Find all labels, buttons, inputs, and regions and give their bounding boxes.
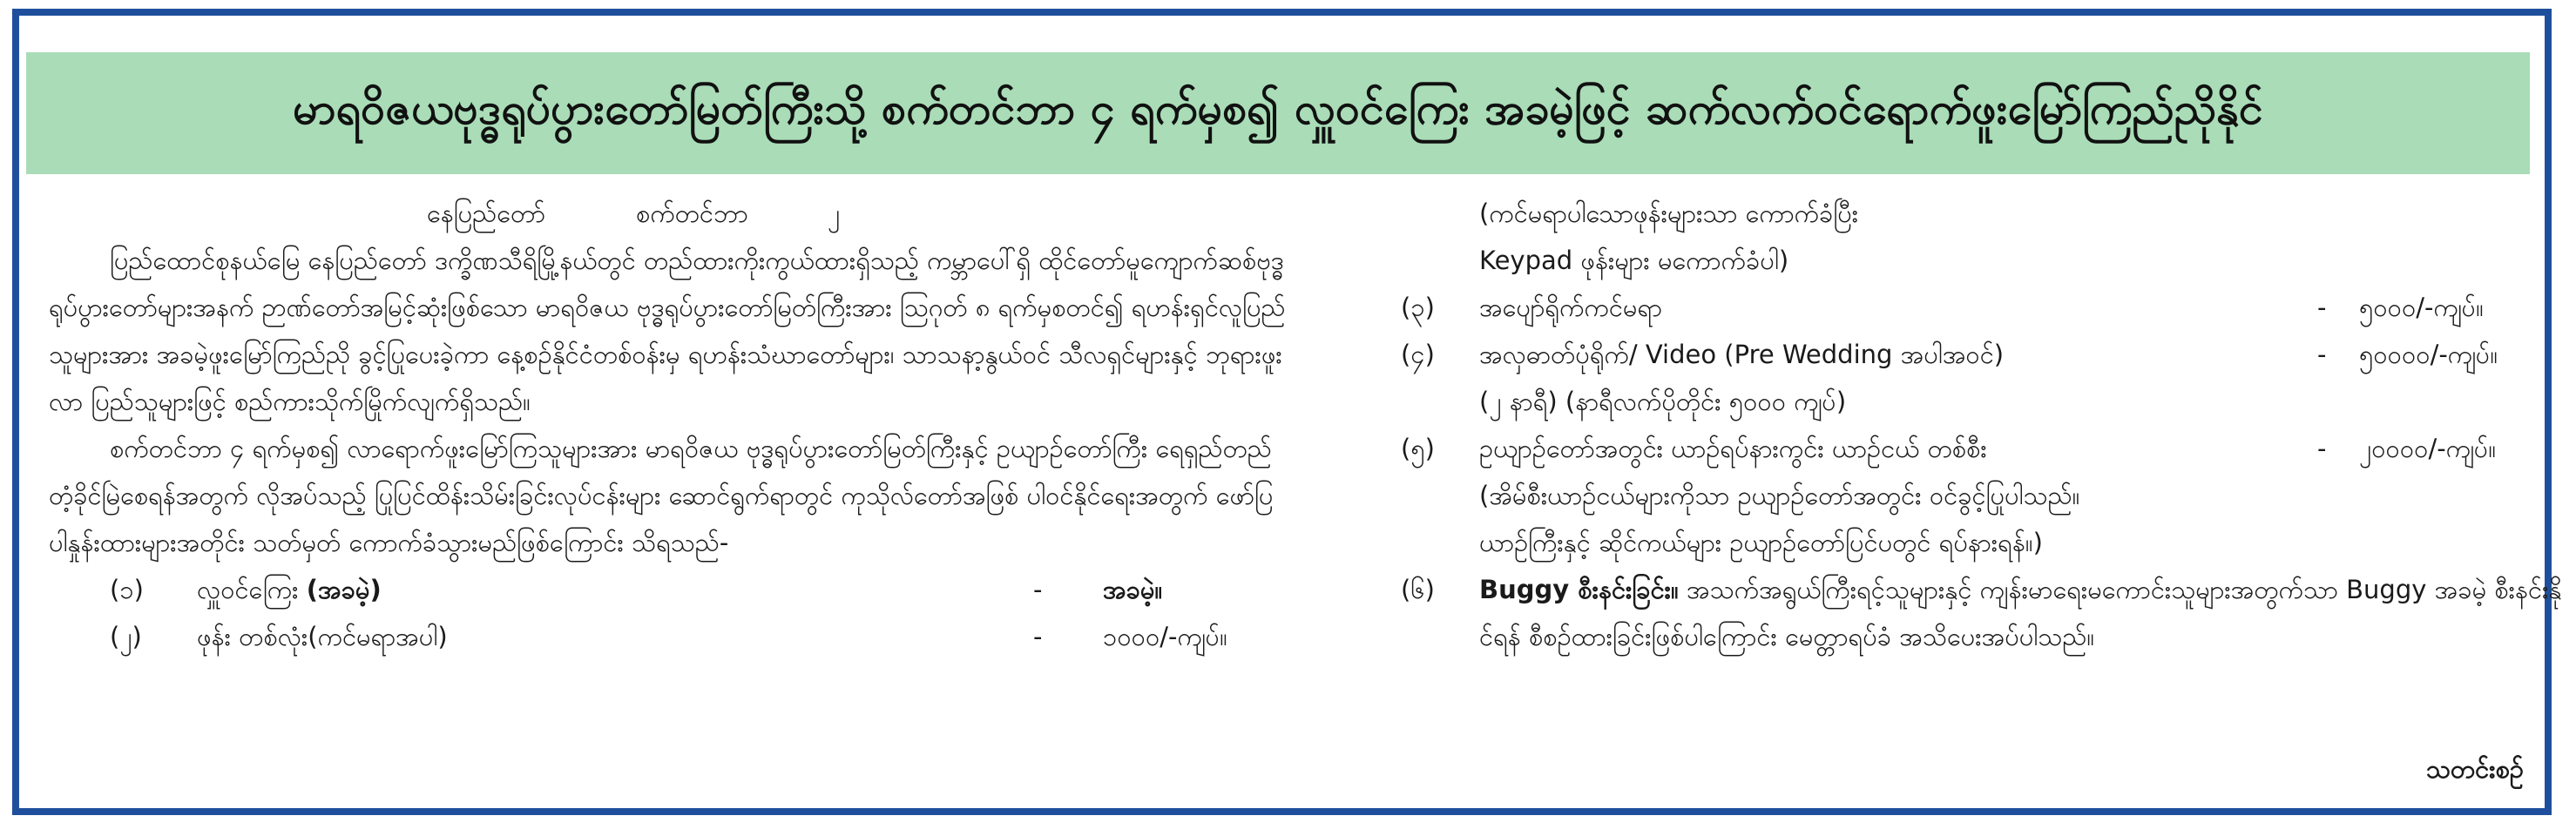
fee-label: အလှဓာတ်ပုံရိုက်/ Video (Pre Wedding အပါအဝင်) [1479,340,2005,369]
fee-value: ၅၀၀၀၀/-ကျပ်။ [2359,340,2498,369]
fee-dash: - [2317,293,2327,322]
notice-frame [12,9,2562,815]
fee-number: (၁) [110,575,144,604]
fee-value: ၂၀၀၀၀/-ကျပ်။ [2359,434,2497,463]
phone-note-line-1: (ကင်မရာပါသောဖုန်းများသာ ကောက်ခံပြီး [1479,199,1859,228]
fee-value: ၅၀၀၀/-ကျပ်။ [2359,293,2484,322]
fee-number: (၃) [1401,293,1435,322]
fee-value: အခမဲ့။ [1103,575,1163,604]
fee-row-camera [1375,284,2568,331]
buggy-description: အသက်အရွယ်ကြီးရင့်သူများနှင့် ကျန်းမာရေးမကောင်းသူများအတွက်သာ Buggy အခမဲ့ စီးနင်းနိုင်ရန် စီစဉ်ထားခြင်းဖြစ်ပါကြောင်း မေတ္တာရပ်ခံ အသိပေးအပ်ပါသည်။ [1479,575,2562,651]
fee-dash: - [2317,340,2327,369]
buggy-item [1375,566,2568,660]
fee-value: ၁၀၀၀/-ကျပ်။ [1103,622,1227,651]
headline-banner [26,52,2530,174]
fee-label: ဖုန်း တစ်လုံး(ကင်မရာအပါ) [197,622,448,651]
fee-label-text: လှူဝင်ကြေး [197,575,307,604]
right-column [1375,190,2568,660]
dateline-place: နေပြည်တော် [427,199,546,228]
fee-dash: - [1033,622,1043,651]
fee-row-photoshoot [1375,331,2568,378]
dateline-day: ၂ [828,199,841,228]
news-source-signature: သတင်းစဉ် [2425,754,2524,784]
fee-dash: - [1033,575,1043,604]
fee-number: (၆) [1401,575,1435,604]
dateline-month: စက်တင်ဘာ [636,199,748,228]
left-column [49,190,1286,660]
headline-title: မာရဝိဇယဗုဒ္ဓရုပ်ပွားတော်မြတ်ကြီးသို့ စက်တင်ဘာ ၄ ရက်မှစ၍ လှူဝင်ကြေး အခမဲ့ဖြင့် ဆက်လက်ဝင်ရောက်ဖူးမြော်ကြည်ညိုနိုင် [293,83,2263,134]
fee-number: (၂) [110,622,142,651]
parking-note-line-1: (အိမ်စီးယာဉ်ငယ်များကိုသာ ဥယျာဉ်တော်အတွင်း ဝင်ခွင့်ပြုပါသည်။ [1479,481,2080,510]
phone-note-line-2: Keypad ဖုန်းများ မကောက်ခံပါ) [1479,246,1789,275]
fee-label-bold: (အခမဲ့) [306,575,382,604]
photoshoot-note: (၂ နာရီ) (နာရီလက်ပိုတိုင်း ၅၀၀၀ ကျပ်) [1479,387,1847,416]
paragraph-opening: ပြည်ထောင်စုနယ်မြေ နေပြည်တော် ဒက္ခိဏသီရိမြို့နယ်တွင် တည်ထားကိုးကွယ်ထားရှိသည့် ကမ္ဘာပေါ်ရှိ ထိုင်တော်မူကျောက်ဆစ်ဗုဒ္ဓရုပ်ပွားတော်များအနက် ဉာဏ်တော်အမြင့်ဆုံးဖြစ်သော မာရဝိဇယ ဗုဒ္ဓရုပ်ပွားတော်မြတ်ကြီးအား ဩဂုတ် ၈ ရက်မှစတင်၍ ရဟန်းရှင်လူပြည်သူများအား အခမဲ့ဖူးမြော်ကြည်ညို ခွင့်ပြုပေးခဲ့ကာ နေ့စဉ်နိုင်ငံတစ်ဝန်းမှ ရဟန်းသံဃာတော်များ၊ သာသနာ့နွယ်ဝင် သီလရှင်များနှင့် ဘုရားဖူးလာ ပြည်သူများဖြင့် စည်ကားသိုက်မြိုက်လျက်ရှိသည်။ [49,246,1286,416]
fee-row-parking [1375,425,2568,472]
fee-number: (၄) [1401,340,1435,369]
fee-number: (၅) [1401,434,1435,463]
fee-row-phone [49,613,1286,660]
buggy-label: Buggy စီးနင်းခြင်း။ [1479,575,1679,604]
fee-label: အပျော်ရိုက်ကင်မရာ [1479,293,1663,322]
parking-note-line-2: ယာဉ်ကြီးနှင့် ဆိုင်ကယ်များ ဥယျာဉ်တော်ပြင်ပတွင် ရပ်နားရန်။) [1479,528,2043,557]
paragraph-fees-intro: စက်တင်ဘာ ၄ ရက်မှစ၍ လာရောက်ဖူးမြော်ကြသူများအား မာရဝိဇယ ဗုဒ္ဓရုပ်ပွားတော်မြတ်ကြီးနှင့် ဥယျာဉ်တော်ကြီး ရေရှည်တည်တံ့ခိုင်မြဲစေရန်အတွက် လိုအပ်သည့် ပြုပြင်ထိန်းသိမ်းခြင်းလုပ်ငန်းများ ဆောင်ရွက်ရာတွင် ကုသိုလ်တော်အဖြစ် ပါဝင်နိုင်ရေးအတွက် ဖော်ပြပါနှုန်းထားများအတိုင်း သတ်မှတ် ကောက်ခံသွားမည်ဖြစ်ကြောင်း သိရသည်- [49,434,1274,557]
fee-row-donation [49,566,1286,613]
fee-label: ဥယျာဉ်တော်အတွင်း ယာဉ်ရပ်နားကွင်း ယာဉ်ငယ် တစ်စီး [1479,434,1987,463]
buggy-text [1375,566,2568,660]
fee-dash: - [2317,434,2327,463]
fee-label [197,566,382,613]
dateline [427,190,1286,237]
